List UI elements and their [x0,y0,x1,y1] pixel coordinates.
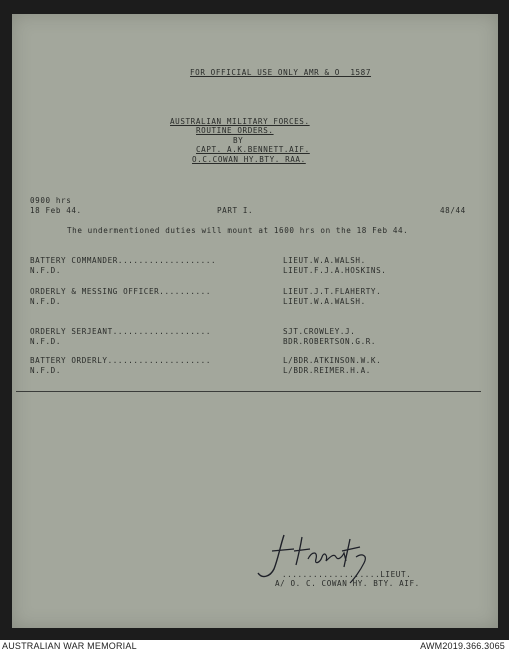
part-heading: PART I. [217,206,254,215]
official-use-header: FOR OFFICIAL USE ONLY AMR & O 1587 [190,68,372,77]
title-line-5: O.C.COWAN HY.BTY. RAA. [192,155,306,164]
duty-nfd: N.F.D. [30,366,62,375]
duty-label: BATTERY COMMANDER................... [30,256,217,265]
order-number: 48/44 [440,206,466,215]
duty-name-secondary: L/BDR.REIMER.H.A. [283,366,371,375]
title-line-2: ROUTINE ORDERS. [196,126,274,135]
duty-nfd: N.F.D. [30,297,62,306]
title-line-3: BY [233,136,244,145]
duty-nfd: N.F.D. [30,266,62,275]
duty-name-secondary: BDR.ROBERTSON.G.R. [283,337,377,346]
order-time: 0900 hrs [30,196,72,205]
duty-label: ORDERLY & MESSING OFFICER.......... [30,287,212,296]
title-line-4: CAPT. A.K.BENNETT.AIF. [196,145,310,154]
footer-institution: AUSTRALIAN WAR MEMORIAL [2,641,137,651]
duty-name-secondary: LIEUT.F.J.A.HOSKINS. [283,266,387,275]
signature-rank-line: ...................LIEUT. [282,570,412,579]
duty-name-primary: L/BDR.ATKINSON.W.K. [283,356,382,365]
intro-text: The undermentioned duties will mount at 1600 hrs on the 18 Feb 44. [67,226,409,235]
signature-title: A/ O. C. COWAN HY. BTY. AIF. [275,579,420,588]
duty-name-secondary: LIEUT.W.A.WALSH. [283,297,366,306]
duty-name-primary: LIEUT.J.T.FLAHERTY. [283,287,382,296]
divider-rule [16,391,481,392]
duty-label: ORDERLY SERJEANT................... [30,327,212,336]
duty-name-primary: LIEUT.W.A.WALSH. [283,256,366,265]
duty-label: BATTERY ORDERLY.................... [30,356,212,365]
duty-name-primary: SJT.CROWLEY.J. [283,327,356,336]
title-line-1: AUSTRALIAN MILITARY FORCES. [170,117,310,126]
order-date: 18 Feb 44. [30,206,82,215]
footer-accession-number: AWM2019.366.3065 [420,641,505,651]
duty-nfd: N.F.D. [30,337,62,346]
